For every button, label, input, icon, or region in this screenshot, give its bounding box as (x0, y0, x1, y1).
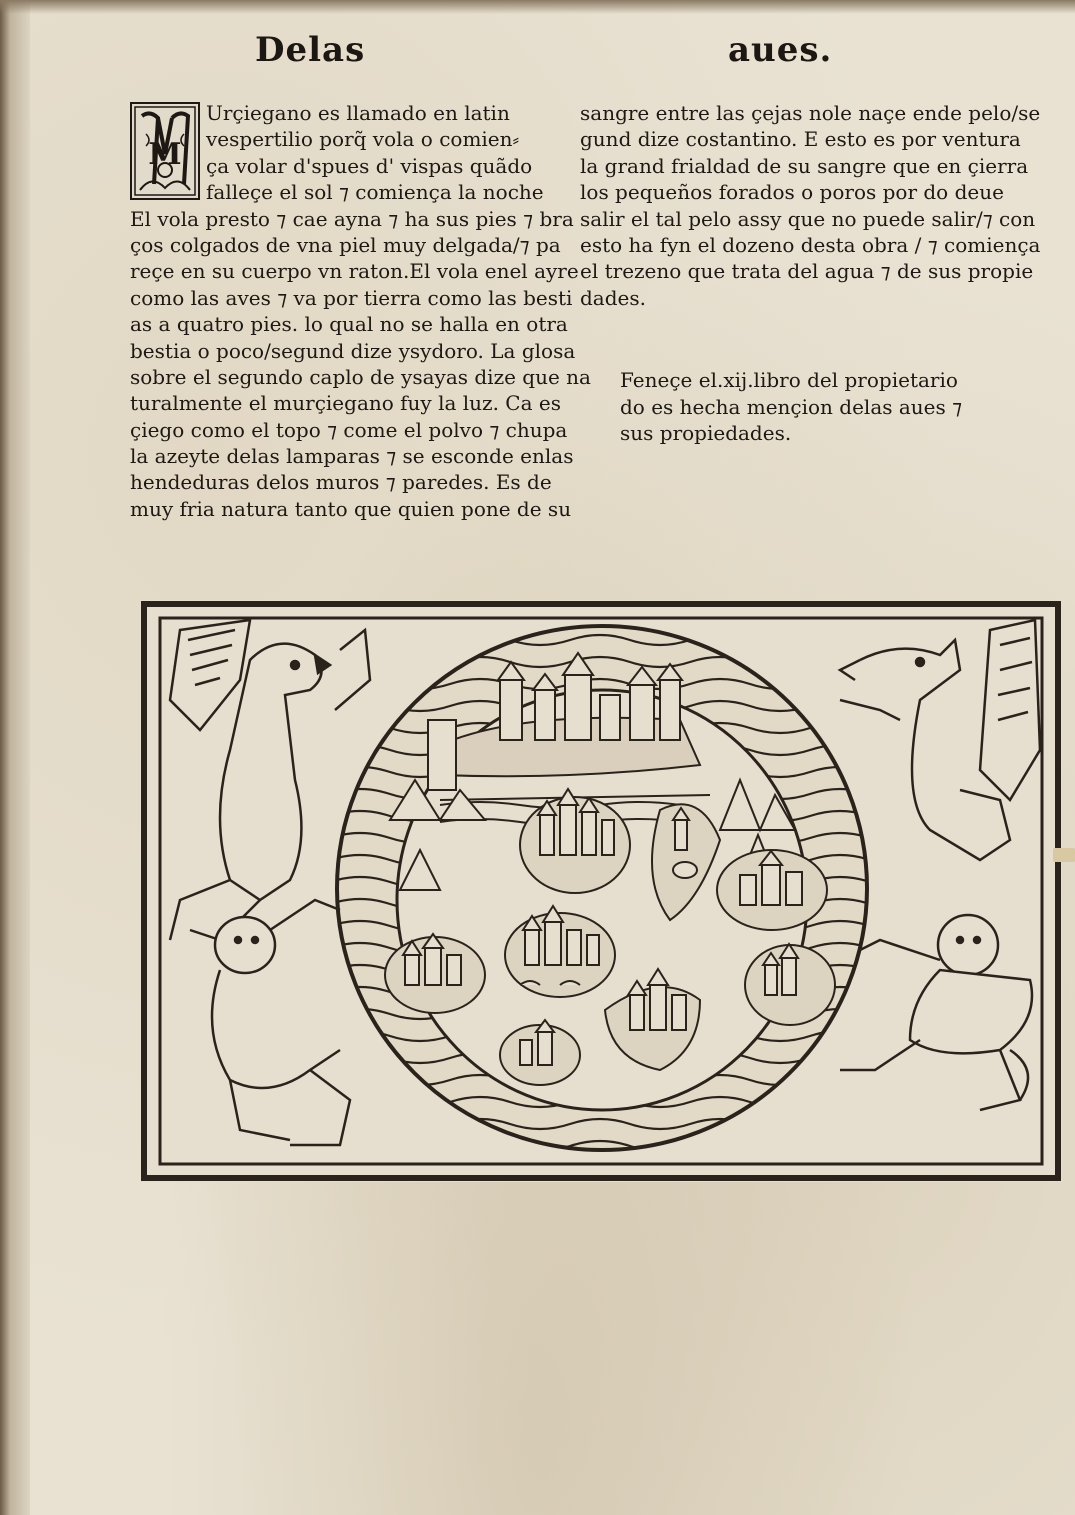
text-line: el trezeno que trata del agua ⁊ de sus propie (580, 259, 1034, 284)
text-line: muy fria natura tanto que quien pone de su (130, 496, 572, 521)
text-column-left (130, 100, 591, 522)
colophon-line: Feneçe el.xij.libro del propietario (620, 368, 958, 392)
text-line: El vola presto ⁊ cae ayna ⁊ ha sus pies ⁊ bra (130, 206, 574, 231)
text-line: salir el tal pelo assy que no puede salir/⁊ con (580, 206, 1036, 231)
text-line: los pequeños forados o poros por do deue (580, 180, 1004, 205)
colophon (620, 367, 962, 447)
text-line: como las aves ⁊ va por tierra como las besti (130, 285, 573, 310)
text-line: sangre entre las çejas nole naçe ende pelo/se (580, 101, 1041, 125)
text-line: ça volar d'spues d' vispas quãdo (206, 153, 533, 178)
page-top-edge (0, 0, 1075, 14)
colophon-line: do es hecha mençion delas aues ⁊ (620, 394, 963, 419)
running-header-right: aues. (728, 30, 833, 70)
colophon-line: sus propiedades. (620, 421, 792, 445)
walled-city-far-right (745, 944, 835, 1025)
initial-letter: M (148, 137, 182, 172)
text-line: çiego como el topo ⁊ come el polvo ⁊ chupa (130, 417, 568, 442)
running-header-left: Delas (255, 30, 366, 70)
text-line: sobre el segundo caplo de ysayas dize que na (130, 364, 591, 389)
text-line: la azeyte delas lamparas ⁊ se esconde enlas (130, 444, 574, 469)
text-line: Urçiegano es llamado en latin (206, 101, 510, 125)
text-line: reçe en su cuerpo vn raton.El vola enel ayre (130, 259, 579, 284)
text-line: la grand frialdad de su sangre que en çierra (580, 153, 1029, 178)
walled-city-right (717, 850, 827, 930)
text-line: hendeduras delos muros ⁊ paredes. Es de (130, 470, 552, 495)
woodcut-world-map-illustration (140, 600, 1062, 1182)
page-gutter-edge (0, 0, 30, 1515)
text-column-right (580, 100, 1041, 311)
text-line: ços colgados de vna piel muy delgada/⁊ pa (130, 232, 561, 257)
text-line: vespertilio porq̃ vola o comien⸗ (206, 127, 520, 152)
text-line: as a quatro pies. lo qual no se halla en otra (130, 312, 568, 337)
text-line: falleçe el sol ⁊ comiença la noche (206, 180, 544, 205)
text-line: dades. (580, 285, 646, 310)
text-line: turalmente el murçiegano fuy la luz. Ca es (130, 391, 561, 416)
text-line: bestia o poco/segund dize ysydoro. La glosa (130, 338, 576, 363)
text-line: gund dize costantino. E esto es por ventura (580, 127, 1021, 152)
text-line: esto ha fyn el dozeno desta obra / ⁊ comiença (580, 232, 1041, 257)
page-tab-marker (1053, 848, 1075, 862)
